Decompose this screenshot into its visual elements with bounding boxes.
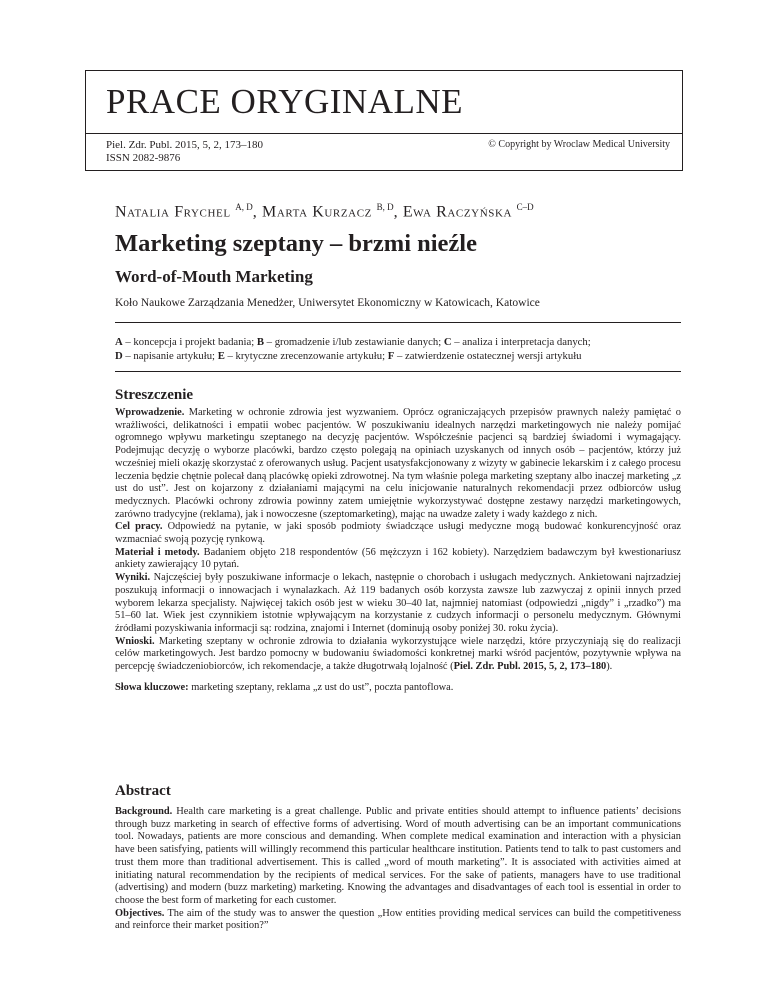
wprowadzenie-label: Wprowadzenie. [115, 407, 185, 418]
wprowadzenie-text: Marketing w ochronie zdrowia jest wyzwaniem. Oprócz ograniczających przepisów prawnych należy pamiętać o wrażliwości, delikatności i empatii wobec pacjentów. W poszukiwaniu idealnych narzędzi marketingowych nie należy pomijać ogromnego wpływu marketingu szeptanego na decyzję pacjentów. Współcześnie pacjenci są bardziej świadomi i wymagający. Podejmując decyzję o wyborze placówki, bardzo często polegają na opiniach uzyskanych od innych osób – pacjentów, którzy już wcześniej mieli okazję skorzystać z oferowanych usług. Pacjent usatysfakcjonowany z wizyty w gabinecie lekarskim i z całego procesu leczenia będzie chętnie polecał daną placówkę opieki zdrowotnej. Na tym właśnie polega marketing szeptany albo inaczej marketing „z ust do ust”. Jest on kojarzony z działaniami mającymi na celu inicjowanie naturalnych rekomendacji przez odbiorców usług medycznych. Placówki ochrony zdrowia powinny zatem umiejętnie wykorzystywać dostępne zestawy narzędzi marketingowych, zarówno tradycyjne (reklama), jak i nowoczesne (szeptomarketing), mając na uwadze zalety i wady każdego z nich. [115, 407, 681, 520]
divider [115, 322, 681, 323]
section-title: PRACE ORYGINALNE [106, 82, 464, 121]
author-contribution: A, D [235, 202, 253, 212]
cel-paragraph [115, 521, 681, 546]
author-name: Ewa Raczyńska [402, 203, 513, 221]
wyniki-paragraph [115, 572, 681, 636]
wnioski-text: Marketing szeptany w ochronie zdrowia to działania wykorzystujące wiele narzędzi, które przyczyniają się do realizacji celów marketingowych. Jest bardzo pomocny w budowaniu świadomości konkretnej marki wśród pacjentów, pozytywnie wpływa na percepcję świadczeniobiorców, ich rekomendacje, a także długotrwałą lojalność ( [115, 635, 681, 673]
contribution-legend [115, 335, 685, 363]
author-name: Marta Kurzacz [262, 203, 372, 221]
contrib-label: C [443, 336, 452, 348]
background-text: Health care marketing is a great challenge. Public and private entities should attempt to influence patients’ decisions through buzz marketing in search of effective forms of advertising. Word of mouth advertising can be an important communications tool. Nowadays, patients are more conscious and demanding. When complete medical examination and interaction with a physician have been satisfying, patients will willingly recommend this particular healthcare institution. Patients tend to talk to past customers and trust them more than traditional advertisement. This is called „word of mouth marketing”. It is associated with activities aimed at initiating natural recommendation by the recipients of medical services. For the sake of patients, managers have to use traditional (advertising) and modern (buzz marketing) marketing. Knowing the advantages and disadvantages of each tool is essential in order to choose the best form of marketing for each customer. [115, 806, 681, 906]
contrib-label: E [217, 350, 225, 362]
contrib-text: – koncepcja i projekt badania; [122, 336, 257, 348]
streszczenie-heading: Streszczenie [115, 387, 194, 403]
contrib-label: F [387, 350, 395, 362]
contrib-label: A [115, 336, 123, 348]
background-paragraph [115, 806, 681, 908]
author-name: Natalia Frychel [115, 203, 231, 221]
streszczenie-body [115, 407, 681, 694]
journal-header-box [85, 70, 683, 171]
copyright-notice: © Copyright by Wroclaw Medical University [488, 139, 670, 150]
objectives-text: The aim of the study was to answer the question „How entities providing medical services can build the competitiveness and reinforce their market position?” [115, 907, 681, 932]
wprowadzenie-paragraph [115, 407, 681, 521]
wnioski-label: Wnioski. [115, 635, 155, 647]
divider [115, 371, 681, 372]
objectives-label: Objectives. [115, 907, 165, 919]
journal-line: Piel. Zdr. Publ. 2015, 5, 2, 173–180 [106, 139, 264, 151]
material-paragraph [115, 547, 681, 572]
contrib-text: – krytyczne zrecenzowanie artykułu; [224, 350, 388, 362]
contrib-label: D [115, 350, 123, 362]
contrib-text: – napisanie artykułu; [122, 350, 218, 362]
material-label: Materiał i metody. [115, 546, 200, 558]
header-divider [86, 133, 682, 134]
wnioski-end: ). [606, 661, 613, 673]
wyniki-label: Wyniki. [115, 572, 151, 584]
objectives-paragraph [115, 908, 681, 933]
wyniki-text: Najczęściej były poszukiwane informacje o lekach, następnie o chorobach i usługach medycznych. Ankietowani najrzadziej poszukują informacji o innowacjach i wynalazkach. Aż 119 badanych osób korzysta zawsze lub zazwyczaj z opinii innych przed wyborem lekarza specjalisty. Najwięcej takich osób jest w wieku 30–40 lat, najmniej natomiast (odpowiedzi „nigdy” i „rzadko”) ma 51–60 lat. Wiek jest czynnikiem istotnie wpływającym na korzystanie z cudzych informacji o personelu medycznym. Głównymi źródłami pozyskiwania informacji są: rodzina, znajomi i Internet (dominują osoby poniżej 30. roku życia). [115, 572, 681, 634]
contrib-text: – gromadzenie i/lub zestawianie danych; [264, 336, 444, 348]
keywords-label: Słowa kluczowe: [115, 681, 189, 693]
article-title: Marketing szeptany – brzmi nieźle [115, 230, 477, 257]
abstract-heading: Abstract [115, 783, 171, 799]
contrib-text: – analiza i interpretacja danych; [451, 336, 591, 348]
cel-label: Cel pracy. [115, 521, 163, 533]
author-contribution: C–D [516, 202, 534, 212]
author-list: Natalia Frychel $^{A, D}$, Marta Kurzacz $^{B, D}$, Ewa Raczyńska $^{C-D}$ [115, 202, 534, 221]
affiliation: Koło Naukowe Zarządzania Menedżer, Uniwersytet Ekonomiczny w Katowicach, Katowice [115, 297, 540, 309]
abstract-body [115, 806, 681, 933]
cel-text: Odpowiedź na pytanie, w jaki sposób podmioty świadczące usługi medyczne mogą budować konkurencyjność oraz wzmacniać swoją pozycję rynkową. [115, 521, 681, 546]
issn: ISSN 2082-9876 [106, 152, 181, 164]
author-contribution: B, D [376, 202, 394, 212]
background-label: Background. [115, 806, 173, 817]
wnioski-citation: Piel. Zdr. Publ. 2015, 5, 2, 173–180 [453, 661, 607, 673]
keywords-text: marketing szeptany, reklama „z ust do ust”, poczta pantoflowa. [188, 681, 454, 693]
wnioski-paragraph [115, 636, 681, 674]
material-text: Badaniem objęto 218 respondentów (56 mężczyzn i 162 kobiety). Narzędziem badawczym był kwestionariusz ankiety zawierający 10 pytań. [115, 546, 681, 571]
keywords-paragraph [115, 682, 681, 695]
article-subtitle: Word-of-Mouth Marketing [115, 267, 313, 286]
contrib-label: B [256, 336, 264, 348]
contrib-text: – zatwierdzenie ostatecznej wersji artykułu [394, 350, 582, 362]
journal-citation [106, 139, 263, 165]
